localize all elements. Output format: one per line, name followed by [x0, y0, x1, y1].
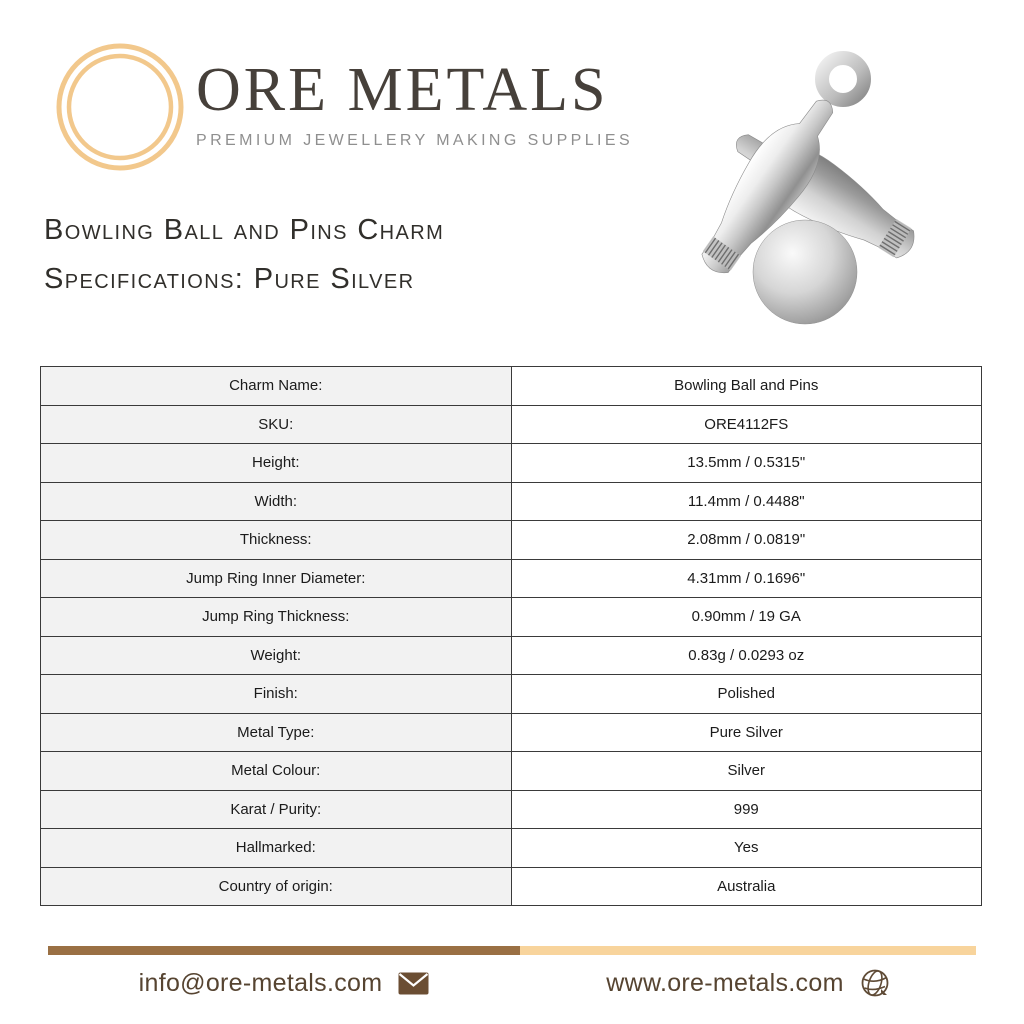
- jump-ring: [822, 58, 864, 100]
- footer-website-group: [520, 962, 976, 1004]
- spec-label: Jump Ring Inner Diameter:: [41, 559, 512, 598]
- spec-table: [40, 366, 982, 906]
- spec-row: [41, 405, 982, 444]
- spec-row: [41, 482, 982, 521]
- email-address[interactable]: info@ore-metals.com: [138, 968, 383, 997]
- spec-value: Australia: [511, 867, 982, 906]
- spec-row: [41, 713, 982, 752]
- spec-row: [41, 636, 982, 675]
- footer-email-group: [48, 962, 520, 1004]
- spec-row: [41, 521, 982, 560]
- spec-row: [41, 598, 982, 637]
- bowling-ball: [753, 220, 857, 324]
- spec-label: Width:: [41, 482, 512, 521]
- footer-divider-tan-segment: [520, 946, 976, 955]
- spec-row: [41, 790, 982, 829]
- spec-label: Charm Name:: [41, 367, 512, 406]
- spec-row: [41, 867, 982, 906]
- spec-row: [41, 829, 982, 868]
- spec-row: [41, 675, 982, 714]
- spec-value: 13.5mm / 0.5315": [511, 444, 982, 483]
- spec-label: Finish:: [41, 675, 512, 714]
- footer-divider-brown-segment: [48, 946, 520, 955]
- spec-label: SKU:: [41, 405, 512, 444]
- spec-value: 4.31mm / 0.1696": [511, 559, 982, 598]
- spec-label: Height:: [41, 444, 512, 483]
- brand-name: ORE METALS: [196, 56, 609, 124]
- brand-tagline: PREMIUM JEWELLERY MAKING SUPPLIES: [196, 132, 634, 149]
- spec-label: Jump Ring Thickness:: [41, 598, 512, 637]
- spec-value: Silver: [511, 752, 982, 791]
- spec-value: Bowling Ball and Pins: [511, 367, 982, 406]
- website-address[interactable]: www.ore-metals.com: [606, 968, 844, 997]
- title-line-1: Bowling Ball and Pins Charm: [44, 214, 445, 246]
- spec-row: [41, 367, 982, 406]
- brand-block: [196, 50, 634, 150]
- spec-value: 999: [511, 790, 982, 829]
- spec-label: Thickness:: [41, 521, 512, 560]
- spec-value: 2.08mm / 0.0819": [511, 521, 982, 560]
- page-title: [44, 206, 444, 304]
- spec-value: 0.83g / 0.0293 oz: [511, 636, 982, 675]
- spec-row: [41, 559, 982, 598]
- bowling-ball-and-pins-charm-image: [640, 18, 980, 350]
- spec-row: [41, 752, 982, 791]
- spec-value: 0.90mm / 19 GA: [511, 598, 982, 637]
- spec-value: ORE4112FS: [511, 405, 982, 444]
- spec-value: Pure Silver: [511, 713, 982, 752]
- globe-icon: [860, 968, 890, 998]
- spec-label: Hallmarked:: [41, 829, 512, 868]
- brand-logo-rings-icon: [55, 42, 185, 172]
- spec-value: Polished: [511, 675, 982, 714]
- spec-label: Country of origin:: [41, 867, 512, 906]
- spec-label: Weight:: [41, 636, 512, 675]
- spec-row: [41, 444, 982, 483]
- spec-label: Metal Colour:: [41, 752, 512, 791]
- spec-value: Yes: [511, 829, 982, 868]
- title-line-2: Specifications: Pure Silver: [44, 263, 415, 295]
- spec-label: Karat / Purity:: [41, 790, 512, 829]
- envelope-icon: [398, 972, 429, 995]
- footer-divider: [48, 946, 976, 955]
- spec-value: 11.4mm / 0.4488": [511, 482, 982, 521]
- spec-label: Metal Type:: [41, 713, 512, 752]
